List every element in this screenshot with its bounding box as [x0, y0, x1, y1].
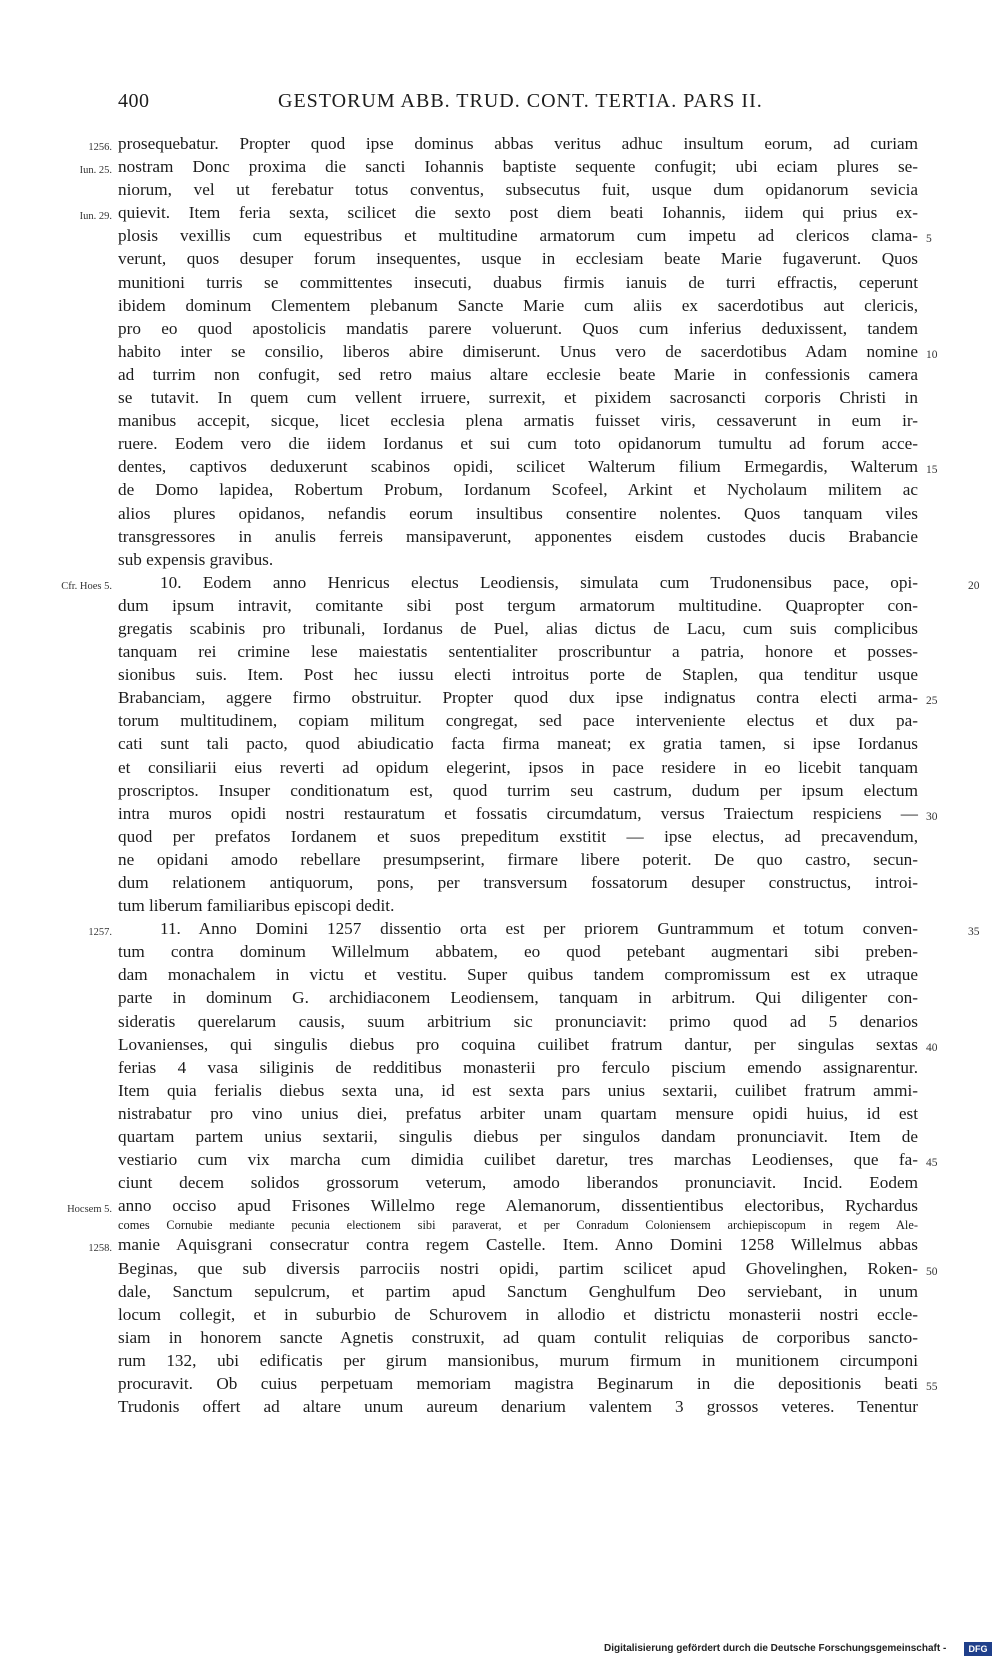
line-text: nistrabatur pro vino unius diei, prefatus arbiter unam quartam mensure opidi huius, id est — [118, 1103, 918, 1123]
text-line — [118, 1217, 918, 1233]
text-line — [118, 1079, 918, 1102]
margin-date-note: Iun. 29. — [79, 211, 112, 223]
line-text: manie Aquisgrani consecratur contra regem Castelle. Item. Anno Domini 1258 Willelmus abbas — [118, 1235, 918, 1255]
credit-text: Digitalisierung gefördert durch die Deutsche Forschungsgemeinschaft - — [604, 1643, 947, 1654]
text-line — [118, 432, 918, 455]
text-line — [79, 155, 918, 178]
text-line — [118, 386, 918, 409]
text-line — [118, 1372, 938, 1395]
text-line — [118, 502, 918, 525]
text-line — [118, 1395, 918, 1418]
line-text: quartam partem unius sextarii, singulis diebus per singulos dandam pronunciavit. Item de — [118, 1127, 918, 1147]
text-line — [67, 1194, 918, 1217]
text-line — [118, 1280, 918, 1303]
text-line — [88, 132, 918, 155]
text-line — [118, 686, 938, 709]
digitization-credit — [604, 1642, 994, 1658]
margin-date-note: 1256. — [88, 142, 112, 153]
line-text: verunt, quos desuper forum insequentes, usque in ecclesiam beate Marie fugaverunt. Quos — [118, 249, 918, 269]
line-text: se tutavit. In quem cum vellent irruere, surrexit, et pixidem sacrosancti corporis Christi in — [118, 388, 918, 408]
text-line — [61, 571, 980, 594]
text-line — [118, 1033, 938, 1056]
text-line — [118, 1010, 918, 1033]
text-line — [118, 409, 918, 432]
text-line — [118, 940, 918, 963]
line-text: Brabanciam, aggere firmo obstruitur. Propter quod dux ipse indignatus contra electi arma- — [118, 688, 918, 708]
line-number: 55 — [926, 1380, 938, 1393]
line-text: nostram Donc proxima die sancti Iohannis baptiste sequente confugit; ubi eciam plures se- — [118, 157, 918, 177]
line-number: 30 — [926, 810, 938, 823]
margin-date-note: Hocsem 5. — [67, 1204, 112, 1216]
text-line — [118, 871, 918, 894]
line-text: Item quia ferialis diebus sexta una, id est sexta pars unius sextarii, cuilibet fratrum ammi- — [118, 1080, 918, 1100]
line-number: 5 — [926, 233, 932, 246]
text-line — [118, 1102, 918, 1125]
text-line — [118, 732, 918, 755]
text-line — [118, 1125, 918, 1148]
body-text — [61, 132, 980, 1418]
text-line — [118, 455, 938, 478]
line-number: 10 — [926, 348, 938, 361]
text-line — [118, 363, 918, 386]
line-text: prosequebatur. Propter quod ipse dominus abbas veritus adhuc insultum eorum, ad curiam — [118, 134, 918, 153]
line-text: ne opidani amodo rebellare presumpserint, firmare libere poterit. De quo castro, secun- — [118, 849, 918, 869]
line-text: Trudonis offert ad altare unum aureum denarium valentem 3 grossos veteres. Tenentur — [118, 1397, 918, 1417]
line-text: ibidem dominum Clementem plebanum Sancte Marie cum aliis ex sacerdotibus aut clericis, — [118, 295, 918, 315]
line-text: ad turrim non confugit, sed retro maius altare ecclesie beate Marie in confessionis camera — [118, 364, 918, 384]
margin-date-note: Cfr. Hoes 5. — [61, 580, 112, 592]
text-line — [118, 294, 918, 317]
line-text: torum multitudinem, copiam militum congregat, sed pace interveniente electus et dux pa- — [118, 711, 918, 731]
line-text: Beginas, que sub diversis parrociis nostri opidi, partim scilicet apud Ghovelinghen, Roken- — [118, 1258, 918, 1278]
line-number: 15 — [926, 464, 938, 477]
text-line — [118, 640, 918, 663]
text-line — [118, 1056, 918, 1079]
running-title: GESTORUM ABB. TRUD. CONT. TERTIA. PARS II. — [278, 90, 763, 112]
text-line — [118, 779, 918, 802]
text-line — [118, 1303, 918, 1326]
text-line — [118, 1349, 918, 1372]
text-line — [118, 663, 918, 686]
line-text: proscriptos. Insuper conditionatum est, quod turrim seu castrum, dudum per ipsum electum — [118, 780, 918, 800]
line-text: ferias 4 vasa siliginis de redditibus monasterii pro ferculo piscium emendo assignarentur. — [118, 1057, 918, 1077]
text-line — [88, 1233, 918, 1256]
text-line — [118, 478, 918, 501]
line-text: alios plures opidanos, nefandis eorum insultibus consentire nolentes. Quos tanquam viles — [118, 503, 918, 523]
dfg-logo: DFG — [964, 1642, 992, 1656]
line-text: quievit. Item feria sexta, scilicet die sexto post diem beati Iohannis, iidem qui prius ex- — [118, 203, 918, 223]
text-line — [118, 594, 918, 617]
text-line — [118, 178, 918, 201]
text-line — [118, 525, 918, 548]
text-line — [118, 340, 938, 363]
line-text: manibus accepit, sicque, licet ecclesia plena armatis fuisset viris, cessaverunt in eum ir- — [118, 411, 918, 431]
page-number: 400 — [118, 90, 150, 112]
line-text: rum 132, ubi edificatis per girum mansionibus, murum firmum in munitionem circumponi — [118, 1350, 918, 1370]
text-line — [118, 548, 918, 571]
line-text: 10. Eodem anno Henricus electus Leodiensis, simulata cum Trudonensibus pace, opi- — [160, 572, 918, 592]
text-line — [88, 917, 980, 940]
text-line — [118, 986, 918, 1009]
line-text: dum ipsum intravit, comitante sibi post tergum armatorum multitudine. Quapropter con- — [118, 595, 918, 615]
line-text: munitioni turris se committentes insecuti, duabus firmis ianuis de turri effractis, ceperunt — [118, 272, 918, 292]
line-text: dentes, captivos deduxerunt scabinos opidi, scilicet Walterum filium Ermegardis, Walterum — [118, 457, 918, 477]
line-text: tanquam rei crimine lese maiestatis sententialiter proscribuntur a patria, honore et posses- — [118, 642, 918, 662]
text-line — [118, 224, 932, 247]
text-line — [118, 709, 918, 732]
line-text: comes Cornubie mediante pecunia electionem sibi paraverat, et per Conradum Coloniensem archiepiscopum in regem Ale- — [118, 1218, 918, 1233]
line-number: 20 — [968, 579, 980, 592]
line-text: anno occiso apud Frisones Willelmo rege Alemanorum, dissentientibus electoribus, Rychardus — [118, 1196, 918, 1216]
line-text: sub expensis gravibus. — [118, 549, 274, 569]
line-text: cati sunt tali pacto, quod abiudicatio facta firma maneat; ex gratia tamen, si ipse Iordanus — [118, 734, 918, 754]
line-number: 35 — [968, 926, 980, 939]
line-text: tum liberum familiaribus episcopi dedit. — [118, 896, 395, 916]
line-text: procuravit. Ob cuius perpetuam memoriam magistra Beginarum in die depositionis beati — [118, 1373, 918, 1393]
line-text: transgressores in anulis ferreis mansipaverunt, apponentes eisdem custodes ducis Brabancie — [118, 526, 918, 546]
text-line — [118, 756, 918, 779]
line-text: intra muros opidi nostri restauratum et fossatis circumdatum, versus Traiectum respiciens — — [118, 803, 918, 823]
line-text: ciunt decem solidos grossorum veterum, amodo liberandos pronunciavit. Incid. Eodem — [118, 1173, 918, 1193]
line-text: locum collegit, et in suburbio de Schurovem in allodio et districtu monasterii nostri eccle- — [118, 1304, 918, 1324]
line-text: plosis vexillis cum equestribus et multitudine armatorum cum impetu ad clericos clama- — [118, 226, 918, 246]
line-number: 45 — [926, 1157, 938, 1170]
margin-date-note: 1257. — [88, 927, 112, 939]
margin-date-note: 1258. — [88, 1243, 112, 1255]
text-line — [118, 1257, 938, 1280]
line-text: de Domo lapidea, Robertum Probum, Iordanum Scofeel, Arkint et Nycholaum militem ac — [118, 480, 918, 500]
line-text: sionibus suis. Item. Post hec iussu electi introitus porte de Staplen, qua tenditur usque — [118, 665, 918, 685]
text-line — [118, 317, 918, 340]
text-line — [118, 271, 918, 294]
margin-date-note: Iun. 25. — [79, 165, 112, 177]
running-header — [118, 90, 918, 120]
line-text: sideratis querelarum causis, suum arbitrium sic pronunciavit: primo quod ad 5 denarios — [118, 1011, 918, 1031]
text-line — [79, 201, 918, 224]
line-number: 50 — [926, 1265, 938, 1278]
line-number: 40 — [926, 1041, 938, 1054]
line-text: parte in dominum G. archidiaconem Leodiensem, tanquam in arbitrum. Qui diligenter con- — [118, 988, 918, 1008]
text-line — [118, 963, 918, 986]
line-text: vestiario cum vix marcha cum dimidia cuilibet daretur, tres marchas Leodienses, que fa- — [118, 1150, 918, 1170]
text-line — [118, 1171, 918, 1194]
line-text: siam in honorem sancte Agnetis construxit, ad quam contulit reliquias de corporibus sancto- — [118, 1327, 918, 1347]
text-line — [118, 848, 918, 871]
line-text: pro eo quod apostolicis mandatis parere voluerunt. Quos cum inferius deduxissent, tandem — [118, 318, 918, 338]
line-text: dum relationem antiquorum, pons, per transversum fossatorum desuper constructus, introi- — [118, 873, 918, 892]
text-line — [118, 247, 918, 270]
text-line — [118, 1326, 918, 1349]
line-text: Lovanienses, qui singulis diebus pro coquina cuilibet fratrum dantur, per singulas sextas — [118, 1034, 918, 1054]
text-line — [118, 1148, 938, 1171]
line-text: niorum, vel ut ferebatur totus conventus, subsecutus fuit, usque dum opidanorum sevicia — [118, 180, 918, 200]
line-text: ruere. Eodem vero die iidem Iordanus et sui cum toto opidanorum tumultu ad forum acce- — [118, 434, 918, 454]
line-text: gregatis scabinis pro tribunali, Iordanus de Puel, alias dictus de Lacu, cum suis complicibus — [118, 618, 918, 638]
line-text: quod per prefatos Iordanem et suos prepeditum exstitit — ipse electus, ad precavendum, — [118, 826, 918, 846]
text-line — [118, 825, 918, 848]
line-text: dam monachalem in victu et vestitu. Super quibus tandem compromissum est ex utraque — [118, 965, 918, 985]
line-text: et consiliarii eius reverti ad opidum elegerint, ipsos in pace residere in eo licebit tanquam — [118, 757, 918, 777]
line-text: 11. Anno Domini 1257 dissentio orta est per priorem Guntrammum et totum conven- — [160, 919, 918, 939]
line-number: 25 — [926, 695, 938, 708]
text-line — [118, 802, 938, 825]
text-line — [118, 894, 918, 917]
text-line — [118, 617, 918, 640]
line-text: tum contra dominum Willelmum abbatem, eo quod petebant augmentari sibi preben- — [118, 942, 918, 962]
line-text: habito inter se consilio, liberos abire dimiserunt. Unus vero de sacerdotibus Adam nomine — [118, 341, 918, 361]
line-text: dale, Sanctum sepulcrum, et partim apud Sanctum Genghulfum Deo serviebant, in unum — [118, 1281, 918, 1301]
